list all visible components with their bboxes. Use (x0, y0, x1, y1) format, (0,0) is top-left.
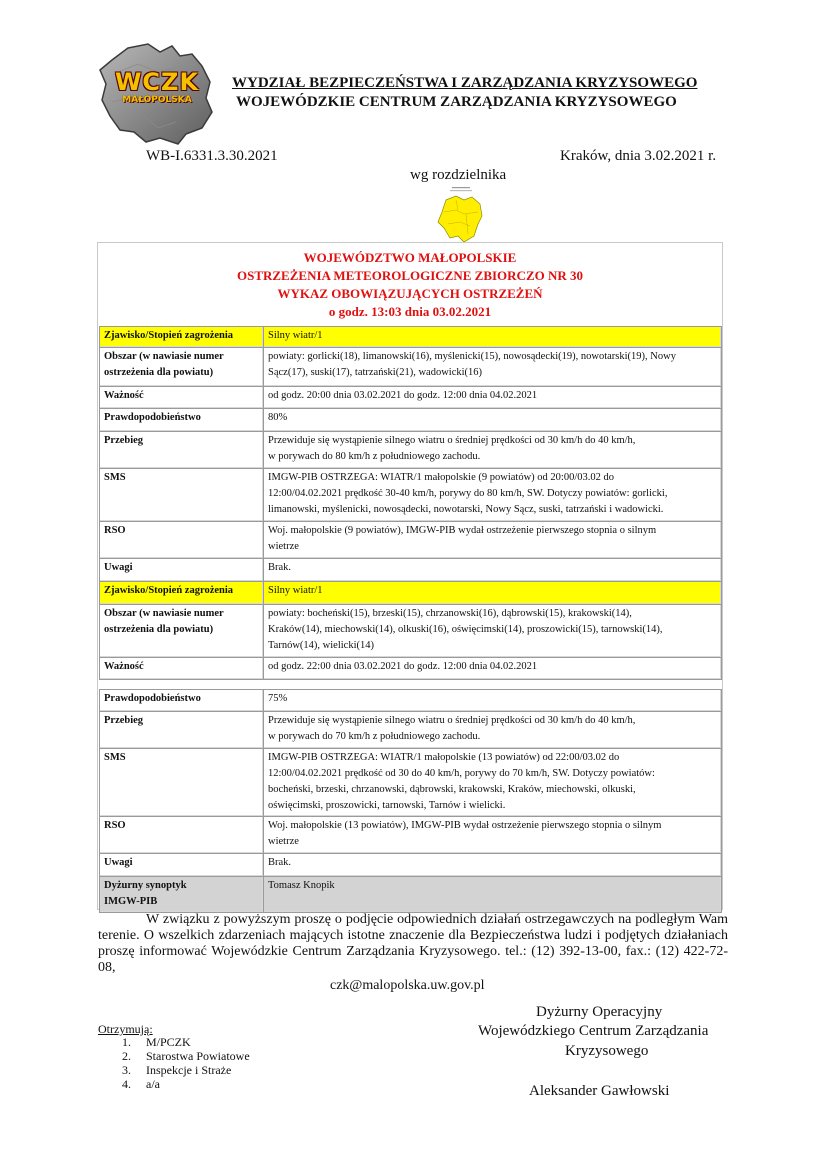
logo-text: WCZK (114, 68, 200, 96)
list-item (108, 1035, 250, 1049)
table-row (100, 605, 722, 658)
table-row (100, 749, 722, 817)
recipients-list (108, 1035, 250, 1091)
sms-line: bocheński, brzeski, chrzanowski, dąbrowski, krakowski, Kraków, miechowski, olkuski, (268, 784, 636, 795)
list-number: 3. (122, 1063, 131, 1077)
phenomenon-label: Zjawisko/Stopień zagrożenia (100, 582, 264, 605)
course-label: Przebieg (100, 712, 264, 749)
area-line: Tarnów(14), wielicki(14) (268, 640, 374, 651)
course-value (264, 712, 722, 749)
recipient-name: a/a (146, 1077, 160, 1091)
probability-label: Prawdopodobieństwo (100, 409, 264, 432)
phenomenon-value: Silny wiatr/1 (264, 582, 722, 605)
sms-label: SMS (100, 749, 264, 817)
rso-label: RSO (100, 817, 264, 854)
rso-label: RSO (100, 522, 264, 559)
table-row (100, 327, 722, 348)
recipients-title: Otrzymują: (98, 1022, 153, 1036)
forecaster-value: Tomasz Knopik (264, 877, 722, 913)
sms-line: IMGW-PIB OSTRZEGA: WIATR/1 małopolskie (13 powiatów) od 22:00/03.02 do (268, 752, 620, 763)
reference-number: WB-I.6331.3.30.2021 (146, 148, 278, 164)
warning-table-2 (99, 689, 722, 913)
sms-line: IMGW-PIB OSTRZEGA: WIATR/1 małopolskie (9 powiatów) od 20:00/03.02 do (268, 472, 614, 483)
table-row (100, 854, 722, 877)
sms-line: limanowski, myślenicki, nowosądecki, nowotarski, Nowy Sącz, suski, tatrzański i wadowicki. (268, 504, 664, 515)
validity-value: od godz. 22:00 dnia 03.02.2021 do godz. 12:00 dnia 04.02.2021 (264, 658, 722, 680)
table-row (100, 522, 722, 559)
warning-table-1 (99, 326, 722, 680)
signature-role: Dyżurny Operacyjny (536, 1004, 663, 1020)
sms-value (264, 749, 722, 817)
area-label (100, 348, 264, 387)
course-line: w porywach do 80 km/h z południowego zachodu. (268, 451, 481, 462)
table-row (100, 348, 722, 387)
table-row (100, 387, 722, 409)
sms-value (264, 469, 722, 522)
contact-email[interactable]: czk@malopolska.uw.gov.pl (330, 978, 485, 993)
forecaster-label-line: Dyżurny synoptyk (104, 880, 187, 891)
course-label: Przebieg (100, 432, 264, 469)
table-row (100, 712, 722, 749)
center-name: WOJEWÓDZKIE CENTRUM ZARZĄDZANIA KRYZYSOWEGO (236, 94, 677, 110)
table-row (100, 582, 722, 605)
wczk-logo (98, 42, 214, 146)
phenomenon-label: Zjawisko/Stopień zagrożenia (100, 327, 264, 348)
course-line: Przewiduje się wystąpienie silnego wiatru o średniej prędkości od 30 km/h do 40 km/h, (268, 715, 636, 726)
validity-label: Ważność (100, 658, 264, 680)
probability-label: Prawdopodobieństwo (100, 690, 264, 712)
course-value (264, 432, 722, 469)
notes-value: Brak. (264, 854, 722, 877)
warning-title-number: OSTRZEŻENIA METEOROLOGICZNE ZBIORCZO NR 30 (236, 268, 584, 283)
probability-value: 80% (264, 409, 722, 432)
forecaster-label-line: IMGW-PIB (104, 896, 158, 907)
forecaster-label (100, 877, 264, 913)
rso-line: wietrze (268, 836, 299, 847)
signature-institution-cont: Kryzysowego (565, 1043, 649, 1059)
table-row (100, 877, 722, 913)
validity-label: Ważność (100, 387, 264, 409)
table-row (100, 409, 722, 432)
area-value (264, 348, 722, 387)
list-number: 2. (122, 1049, 131, 1063)
rso-line: Woj. małopolskie (13 powiatów), IMGW-PIB wydał ostrzeżenie pierwszego stopnia o silnym (268, 820, 662, 831)
warning-title-region: WOJEWÓDZTWO MAŁOPOLSKIE (303, 250, 517, 265)
course-line: w porywach do 70 km/h z południowego zachodu. (268, 731, 481, 742)
validity-value: od godz. 20:00 dnia 03.02.2021 do godz. 12:00 dnia 04.02.2021 (264, 387, 722, 409)
area-line: Kraków(14), miechowski(14), olkuski(16), oświęcimski(14), proszowicki(15), tarnowski(14), (268, 624, 663, 635)
warning-title-time: o godz. 13:03 dnia 03.02.2021 (328, 304, 492, 319)
table-row (100, 559, 722, 582)
logo-subtext: MAŁOPOLSKA (122, 95, 192, 105)
area-label (100, 605, 264, 658)
list-item (108, 1063, 250, 1077)
notes-value: Brak. (264, 559, 722, 582)
area-line: powiaty: gorlicki(18), limanowski(16), myślenicki(15), nowosądecki(19), nowotarski(19), Nowy (268, 351, 676, 362)
table-row (100, 817, 722, 854)
distribution-note: wg rozdzielnika (410, 167, 507, 183)
signature-institution: Wojewódzkiego Centrum Zarządzania (478, 1023, 709, 1039)
notes-label: Uwagi (100, 559, 264, 582)
warning-map-icon (434, 184, 488, 246)
area-label-line: ostrzeżenia dla powiatu) (104, 367, 214, 378)
recipient-name: M/PCZK (146, 1035, 191, 1049)
probability-value: 75% (264, 690, 722, 712)
instruction-paragraph (98, 912, 728, 976)
warning-map (434, 184, 488, 246)
recipient-name: Inspekcje i Straże (146, 1063, 232, 1077)
rso-value (264, 817, 722, 854)
list-number: 4. (122, 1077, 131, 1091)
area-label-line: ostrzeżenia dla powiatu) (104, 624, 214, 635)
area-label-line: Obszar (w nawiasie numer (104, 608, 224, 619)
warning-title-list: WYKAZ OBOWIĄZUJĄCYCH OSTRZEŻEŃ (277, 286, 543, 301)
table-row (100, 469, 722, 522)
rso-value (264, 522, 722, 559)
area-label-line: Obszar (w nawiasie numer (104, 351, 224, 362)
area-line: powiaty: bocheński(15), brzeski(15), chrzanowski(16), dąbrowski(15), krakowski(14), (268, 608, 632, 619)
list-item (108, 1077, 250, 1091)
recipient-name: Starostwa Powiatowe (146, 1049, 250, 1063)
phenomenon-value: Silny wiatr/1 (264, 327, 722, 348)
sms-line: 12:00/04.02.2021 prędkość 30-40 km/h, porywy do 80 km/h, SW. Dotyczy powiatów: gorlicki, (268, 488, 668, 499)
table-row (100, 432, 722, 469)
table-row (100, 658, 722, 680)
department-name: WYDZIAŁ BEZPIECZEŃSTWA I ZARZĄDZANIA KRYZYSOWEGO (232, 75, 698, 91)
sms-label: SMS (100, 469, 264, 522)
signature-name: Aleksander Gawłowski (529, 1083, 670, 1099)
rso-line: Woj. małopolskie (9 powiatów), IMGW-PIB wydał ostrzeżenie pierwszego stopnia o silnym (268, 525, 657, 536)
area-value (264, 605, 722, 658)
sms-line: 12:00/04.02.2021 prędkość od 30 do 40 km/h, porywy do 70 km/h, SW. Dotyczy powiatów: (268, 768, 655, 779)
sms-line: oświęcimski, proszowicki, tarnowski, Tarnów i wielicki. (268, 800, 506, 811)
area-line: Sącz(17), suski(17), tatrzański(21), wadowicki(16) (268, 367, 483, 378)
rso-line: wietrze (268, 541, 299, 552)
list-number: 1. (122, 1035, 131, 1049)
course-line: Przewiduje się wystąpienie silnego wiatru o średniej prędkości od 30 km/h do 40 km/h, (268, 435, 636, 446)
list-item (108, 1049, 250, 1063)
notes-label: Uwagi (100, 854, 264, 877)
instruction-text: W związku z powyższym proszę o podjęcie odpowiednich działań ostrzegawczych na podległym Wam terenie. O wszelkich zdarzeniach mających istotne znaczenie dla Bezpieczeństwa ludzi i podjętych działaniach proszę informować Wojewódzkie Centrum Zarządzania Kryzysowego. tel.: (12) 392-13-00, fax.: (12) 422-72-08, (98, 912, 728, 975)
table-row (100, 690, 722, 712)
city-date: Kraków, dnia 3.02.2021 r. (560, 148, 717, 164)
